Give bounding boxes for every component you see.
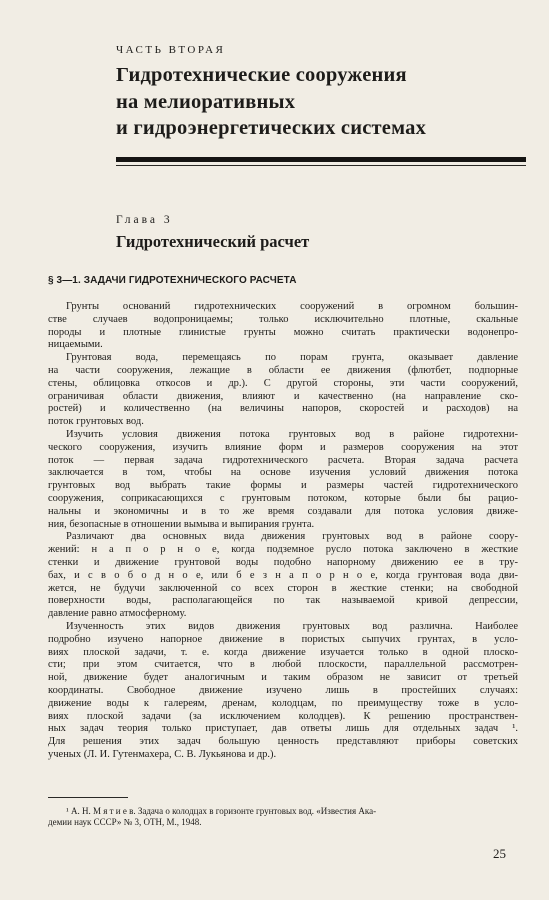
part-title [116,62,536,142]
text-line: ческого сооружения, изучить влияние форм и размеров сооружения на этот [48,441,518,453]
chapter-label: Глава 3 [116,214,173,226]
text-line: ученых (Л. И. Гутенмахера, С. В. Лукьянова и др.). [48,748,277,760]
part-title-line: Гидротехнические сооружения [116,64,407,86]
text-line: заключается в том, чтобы на основе изучения условий движения потока [48,467,518,479]
body-text [48,301,518,762]
text-line: подробно изучено напорное движение в пористых сыпучих грунтах, в усло- [48,633,518,645]
text-line: ограничивая области движения, влияют и качественно (на направление ско- [48,390,518,402]
text-line: бах, и с в о б о д н о е, или б е з н а п о р н о е, когда грунтовая вода дви- [48,569,518,581]
text-line: на части сооружения, лежащие в области ее движения (флютбет, подпорные [48,364,518,376]
text-line: нальны и экономичны и в то же время создавали для потока условия движе- [48,505,518,517]
text-line: Для решения этих задач большую ценность представляют приборы советских [48,736,518,748]
text-line: Грунты оснований гидротехнических сооружений в огромном большин- [66,301,518,312]
footnote-rule [48,797,128,798]
title-rule-thick [116,157,526,162]
text-line: ной, движение будет аналогичным и таким образом не зависит от третьей [48,672,518,684]
text-line: сти; при этом считается, что в любой плоскости, параллельной рассмотрен- [48,659,518,671]
paragraph [48,352,518,429]
text-line: Грунтовая вода, перемещаясь по порам грунта, оказывает давление [66,352,518,364]
title-rule-thin [116,165,526,166]
text-line: ницаемыми. [48,339,103,351]
text-line: поток — первая задача гидротехнического расчета. Вторая задача расчета [48,454,518,466]
page-number: 25 [493,846,506,861]
text-line: давление равно атмосферному. [48,608,187,620]
text-line: поток грунтовых вод. [48,416,144,428]
text-line: поверхности воды, располагающейся по так называемой кривой депрессии, [48,595,518,607]
text-line: жется, не будучи заключенной со всех сторон в жесткие стенки; на свободной [48,582,518,594]
text-line: ных задач теория только приступает, дав ответы лишь для отдельных задач ¹. [48,723,518,735]
text-line: Изучить условия движения потока грунтовых вод в районе гидротехни- [66,428,518,440]
text-line: ростей) и количественно (на величины напоров, скоростей и расходов) на [48,403,518,415]
paragraph [48,301,518,352]
paragraph [48,429,518,531]
text-line: координаты. Свободное движение изучено лишь в простейших случаях: [48,684,518,696]
footnote-line: ¹ А. Н. М я т и е в. Задача о колодцах в горизонте грунтовых вод. «Известия Ака- [66,806,377,816]
text-line: Различают два основных вида движения грунтовых вод в районе соору- [66,531,518,543]
text-line: стенки и движение грунтовой воды подобно напорному движению ее в тру- [48,556,518,568]
text-line: стены, облицовка откосов и др.). С другой стороны, эти части сооружений, [48,377,518,389]
text-line: виях плоской задачи (за исключением колодцев). К решению пространствен- [48,710,518,722]
chapter-title: Гидротехнический расчет [116,232,310,251]
paragraph [48,621,518,762]
text-line: породы и плотные глинистые грунты можно считать практически водонепро- [48,326,518,338]
text-line: грунтовых вод выбрать такие формы и размеры частей гидротехнического [48,480,518,492]
footnote-line: демии наук СССР» № 3, ОТН, М., 1948. [48,817,202,827]
footnote [48,806,518,828]
text-line: сооружения, соприкасающихся с грунтовым потоком, которые были бы рацио- [48,492,518,504]
text-line: жений: н а п о р н о е, когда подземное русло потока заключено в жесткие [48,544,518,556]
paragraph [48,531,518,621]
text-line: движение воды к галереям, дренам, колодцам, по преимуществу тоже в усло- [48,697,518,709]
text-line: виях плоской задачи, т. е. когда движение изучается только в одной плоско- [48,646,518,658]
section-title: § 3—1. ЗАДАЧИ ГИДРОТЕХНИЧЕСКОГО РАСЧЕТА [48,275,297,286]
text-line: стве случаев водопроницаемы; только исключительно плотные, скальные [48,313,518,325]
part-title-line: на мелиоративных [116,90,296,113]
text-line: Изученность этих видов движения грунтовых вод различна. Наиболее [66,620,518,632]
part-title-line: и гидроэнергетических системах [116,117,427,139]
part-label: ЧАСТЬ ВТОРАЯ [116,44,226,56]
text-line: ния, безопасные в отношении вымыва и выпирания грунта. [48,518,315,530]
